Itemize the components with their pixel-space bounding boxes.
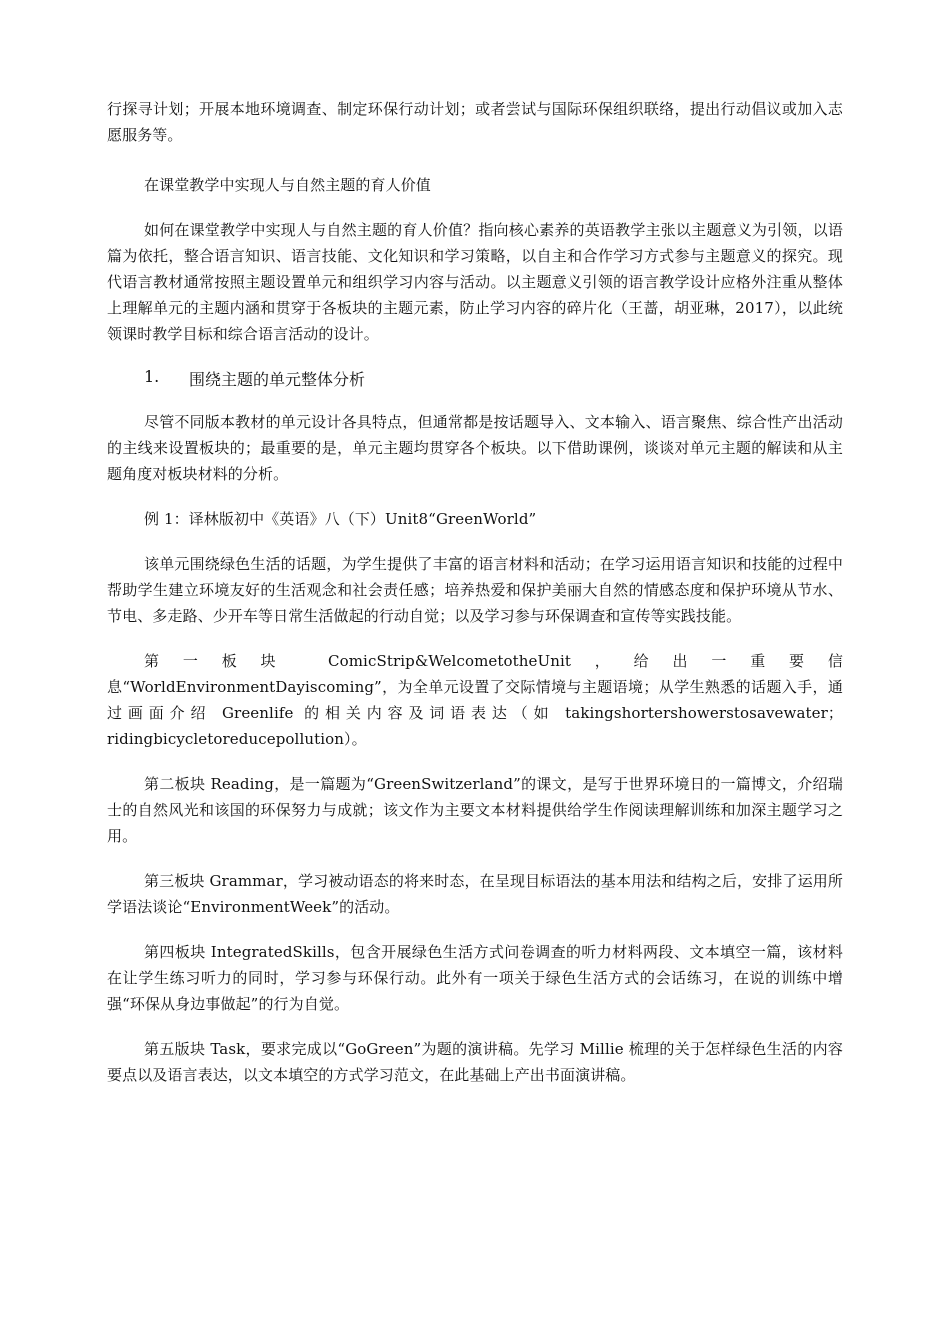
numbered-heading-text: 围绕主题的单元整体分析 [189,370,366,389]
paragraph-intro: 如何在课堂教学中实现人与自然主题的育人价值？指向核心素养的英语教学主张以主题意义为引领，以语篇为依托，整合语言知识、语言技能、文化知识和学习策略，以自主和合作学习方式参与主题意义的探究。现代语言教材通常按照主题设置单元和组织学习内容与活动。以主题意义引领的语言教学设计应格外注重从整体上理解单元的主题内涵和贯穿于各板块的主题元素，防止学习内容的碎片化（王蔷，胡亚琳，2017），以此统领课时教学目标和综合语言活动的设计。 [107,221,843,343]
paragraph-block-three: 第三板块 Grammar，学习被动语态的将来时态，在呈现目标语法的基本用法和结构之后，安排了运用所学语法谈论“EnvironmentWeek”的活动。 [107,872,843,916]
numbered-heading [107,367,843,390]
paragraph-unit-overview: 该单元围绕绿色生活的话题，为学生提供了丰富的语言材料和活动；在学习运用语言知识和技能的过程中帮助学生建立环境友好的生活观念和社会责任感；培养热爱和保护美丽大自然的情感态度和保护环境从节水、节电、多走路、少开车等日常生活做起的行动自觉；以及学习参与环保调查和宣传等实践技能。 [107,555,843,625]
paragraph-continuation: 行探寻计划；开展本地环境调查、制定环保行动计划；或者尝试与国际环保组织联络，提出行动倡议或加入志愿服务等。 [107,100,843,144]
paragraph-block-four: 第四板块 IntegratedSkills，包含开展绿色生活方式问卷调查的听力材料两段、文本填空一篇，该材料在让学生练习听力的同时，学习参与环保行动。此外有一项关于绿色生活方式的会话练习，在说的训练中增强“环保从身边事做起”的行为自觉。 [107,943,843,1013]
paragraph-unit-analysis: 尽管不同版本教材的单元设计各具特点，但通常都是按话题导入、文本输入、语言聚焦、综合性产出活动的主线来设置板块的；最重要的是，单元主题均贯穿各个板块。以下借助课例，谈谈对单元主题的解读和从主题角度对板块材料的分析。 [107,413,843,483]
paragraph-block-one: 第一板块 ComicStrip&WelcometotheUnit，给出一重要信息“WorldEnvironmentDayiscoming”，为全单元设置了交际情境与主题语境；从学生熟悉的话题入手，通过画面介绍 Greenlife 的相关内容及词语表达（如 takingshortershowerstosavewater；ridingbicycletoreducepollution）。 [107,652,843,748]
document-page [107,96,843,1088]
example-label: 例 1：译林版初中《英语》八（下）Unit8“GreenWorld” [144,510,537,528]
paragraph-block-five: 第五版块 Task，要求完成以“GoGreen”为题的演讲稿。先学习 Millie 梳理的关于怎样绿色生活的内容要点以及语言表达，以文本填空的方式学习范文，在此基础上产出书面演讲稿。 [107,1040,843,1084]
section-heading: 在课堂教学中实现人与自然主题的育人价值 [144,176,431,194]
paragraph-block-two: 第二板块 Reading，是一篇题为“GreenSwitzerland”的课文，是写于世界环境日的一篇博文，介绍瑞士的自然风光和该国的环保努力与成就；该文作为主要文本材料提供给学生作阅读理解训练和加深主题学习之用。 [107,775,843,845]
numbered-heading-number: 1. [144,367,160,386]
